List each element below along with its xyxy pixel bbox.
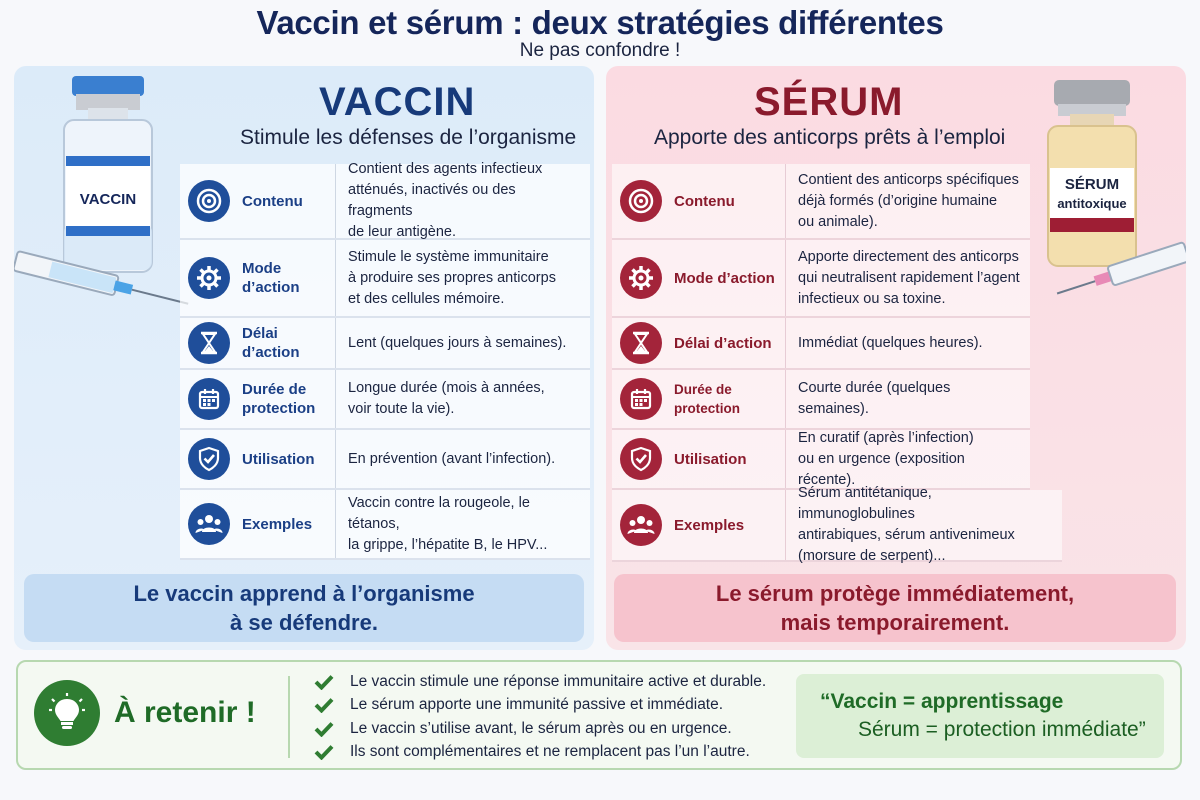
row-value: Longue durée (mois à années, voir toute la vie). (348, 380, 545, 417)
serum-conclusion: Le sérum protège immédiatement, mais temporairement. (614, 574, 1176, 642)
row-value: Courte durée (quelques semaines). (798, 380, 951, 417)
vaccine-vial-label: VACCIN (79, 191, 137, 208)
row-value: Apporte directement des anticorps qui neutralisent rapidement l’agent infectieux ou sa toxine. (798, 248, 1020, 307)
row-key-label: Durée de protection (674, 382, 740, 416)
vaccin-row-utilisation (180, 430, 590, 490)
page-title: Vaccin et sérum : deux stratégies différentes (256, 4, 944, 41)
target-icon (188, 180, 230, 222)
row-value: Stimule le système immunitaire à produire ses propres anticorps et des cellules mémoire. (348, 248, 556, 307)
gear-icon (620, 257, 662, 299)
list-item: Le sérum apporte une immunité passive et immédiate. (314, 694, 766, 718)
checkmark-icon (314, 697, 336, 713)
row-key-label: Exemples (674, 516, 745, 534)
page-subtitle: Ne pas confondre ! (519, 40, 681, 61)
row-key-label: Délai d’action (674, 334, 772, 352)
lightbulb-icon (34, 680, 100, 746)
hourglass-icon (620, 322, 662, 364)
serum-table (612, 164, 1030, 562)
list-item: Le vaccin stimule une réponse immunitaire active et durable. (314, 670, 766, 694)
list-item: Ils sont complémentaires et ne remplacent pas l’un l’autre. (314, 741, 766, 765)
row-value: Lent (quelques jours à semaines). (348, 334, 567, 351)
serum-row-utilisation (612, 430, 1030, 490)
serum-row-mode-action (612, 240, 1030, 318)
key-points-list (314, 670, 766, 764)
checkmark-icon (314, 744, 336, 760)
serum-vial-label: SÉRUM (1064, 176, 1120, 193)
row-value: En prévention (avant l’infection). (348, 450, 556, 467)
row-key-label: Contenu (674, 192, 735, 210)
serum-row-delai (612, 318, 1030, 370)
row-value: Vaccin contre la rougeole, le tétanos, la grippe, l’hépatite B, le HPV... (348, 494, 548, 553)
target-icon (620, 180, 662, 222)
retenir-label: À retenir ! (114, 696, 256, 729)
vaccin-row-mode-action (180, 240, 590, 318)
retenir-box (16, 660, 1182, 770)
vaccin-table (180, 161, 590, 560)
vaccin-row-exemples (180, 490, 590, 560)
row-key-label: Mode d’action (242, 260, 300, 296)
vaccin-row-contenu (180, 161, 590, 240)
people-icon (620, 504, 662, 546)
vaccin-tagline: Stimule les défenses de l’organisme (240, 126, 577, 149)
row-key-label: Utilisation (242, 450, 315, 468)
row-key-label: Exemples (242, 515, 313, 533)
row-value: Contient des agents infectieux atténués, inactivés ou des fragments de leur antigène. (348, 161, 543, 240)
row-value: Immédiat (quelques heures). (798, 334, 983, 351)
serum-row-contenu (612, 164, 1030, 240)
vaccine-vial-illustration (14, 74, 204, 314)
calendar-icon (620, 378, 662, 420)
people-icon (188, 503, 230, 545)
row-key-label: Délai d’action (242, 325, 300, 361)
checkmark-icon (314, 674, 336, 690)
serum-row-exemples (612, 485, 1062, 564)
vaccin-row-duree (180, 370, 590, 430)
row-key-label: Utilisation (674, 450, 747, 468)
serum-heading: SÉRUM (754, 80, 904, 124)
gear-icon (188, 257, 230, 299)
row-value: Sérum antitétanique, immunoglobulines antirabiques, sérum antivenimeux (morsure de serpent)... (798, 485, 1015, 564)
shield-check-icon (188, 438, 230, 480)
row-key-label: Contenu (242, 192, 303, 210)
checkmark-icon (314, 721, 336, 737)
calendar-icon (188, 378, 230, 420)
summary-quote: “Vaccin = apprentissage Sérum = protection immédiate” (796, 674, 1164, 758)
shield-check-icon (620, 438, 662, 480)
hourglass-icon (188, 322, 230, 364)
vaccin-conclusion: Le vaccin apprend à l’organisme à se défendre. (24, 574, 584, 642)
row-key-label: Mode d’action (674, 269, 775, 287)
serum-row-duree (612, 370, 1030, 430)
vaccin-panel (14, 66, 594, 650)
row-value: En curatif (après l’infection) ou en urgence (exposition récente). (798, 429, 974, 488)
serum-vial-sublabel: antitoxique (1057, 196, 1127, 211)
serum-panel (606, 66, 1186, 650)
divider (288, 676, 290, 758)
serum-vial-illustration (1026, 78, 1186, 298)
list-item: Le vaccin s’utilise avant, le sérum après ou en urgence. (314, 717, 766, 741)
serum-tagline: Apporte des anticorps prêts à l’emploi (654, 126, 1006, 149)
row-value: Contient des anticorps spécifiques déjà formés (d’origine humaine ou animale). (798, 171, 1019, 230)
vaccin-heading: VACCIN (319, 80, 476, 124)
row-key-label: Durée de protection (242, 381, 316, 417)
vaccin-row-delai (180, 318, 590, 370)
